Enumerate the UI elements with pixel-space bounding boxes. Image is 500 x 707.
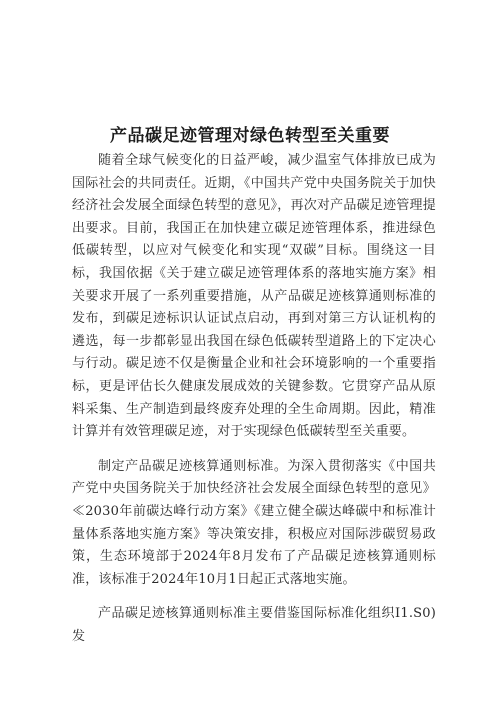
document-body (72, 150, 436, 648)
paragraph-3: 产品碳足迹核算通则标准主要借鉴国际标准化组织I1.S0)发 (72, 606, 436, 644)
paragraph-2: 制定产品碳足迹核算通则标准。为深入贯彻落实《中国共产党中央国务院关于加快经济社会发展全面绿色转型的意见》≪2030年前碳达峰行动方案》《建立健全碳达峰碳中和标准计量体系落地实施方案》等决策安排，积极应对国际涉碳贸易政策，生态环境部于2024年8月发布了产品碳足迹核算通则标准，该标准于2024年10月1日起正式落地实施。 (72, 458, 436, 587)
document-title: 产品碳足迹管理对绿色转型至关重要 (110, 126, 390, 146)
paragraph-1: 随着全球气候变化的日益严峻，减少温室气体排放已成为国际社会的共同责任。近期，《中国共产党中央国务院关于加快经济社会发展全面绿色转型的意见》，再次对产品碳足迹管理提出要求。目前，我国正在加快建立碳足迹管理体系，推进绿色低碳转型，以应对气候变化和实现“双碳”目标。围绕这一目标，我国依据《关于建立碳足迹管理体系的落地实施方案》相关要求开展了一系列重要措施，从产品碳足迹核算通则标准的发布，到碳足迹标识认证试点启动，再到对第三方认证机构的遴选，每一步都彰显出我国在绿色低碳转型道路上的下定决心与行动。碳足迹不仅是衡量企业和社会环境影响的一个重要指标，更是评估长久健康发展成效的关键参数。它贯穿产品从原料采集、生产制造到最终废弃处理的全生命周期。因此，精准计算并有效管理碳足迹，对于实现绿色低碳转型至关重要。 (72, 153, 436, 440)
